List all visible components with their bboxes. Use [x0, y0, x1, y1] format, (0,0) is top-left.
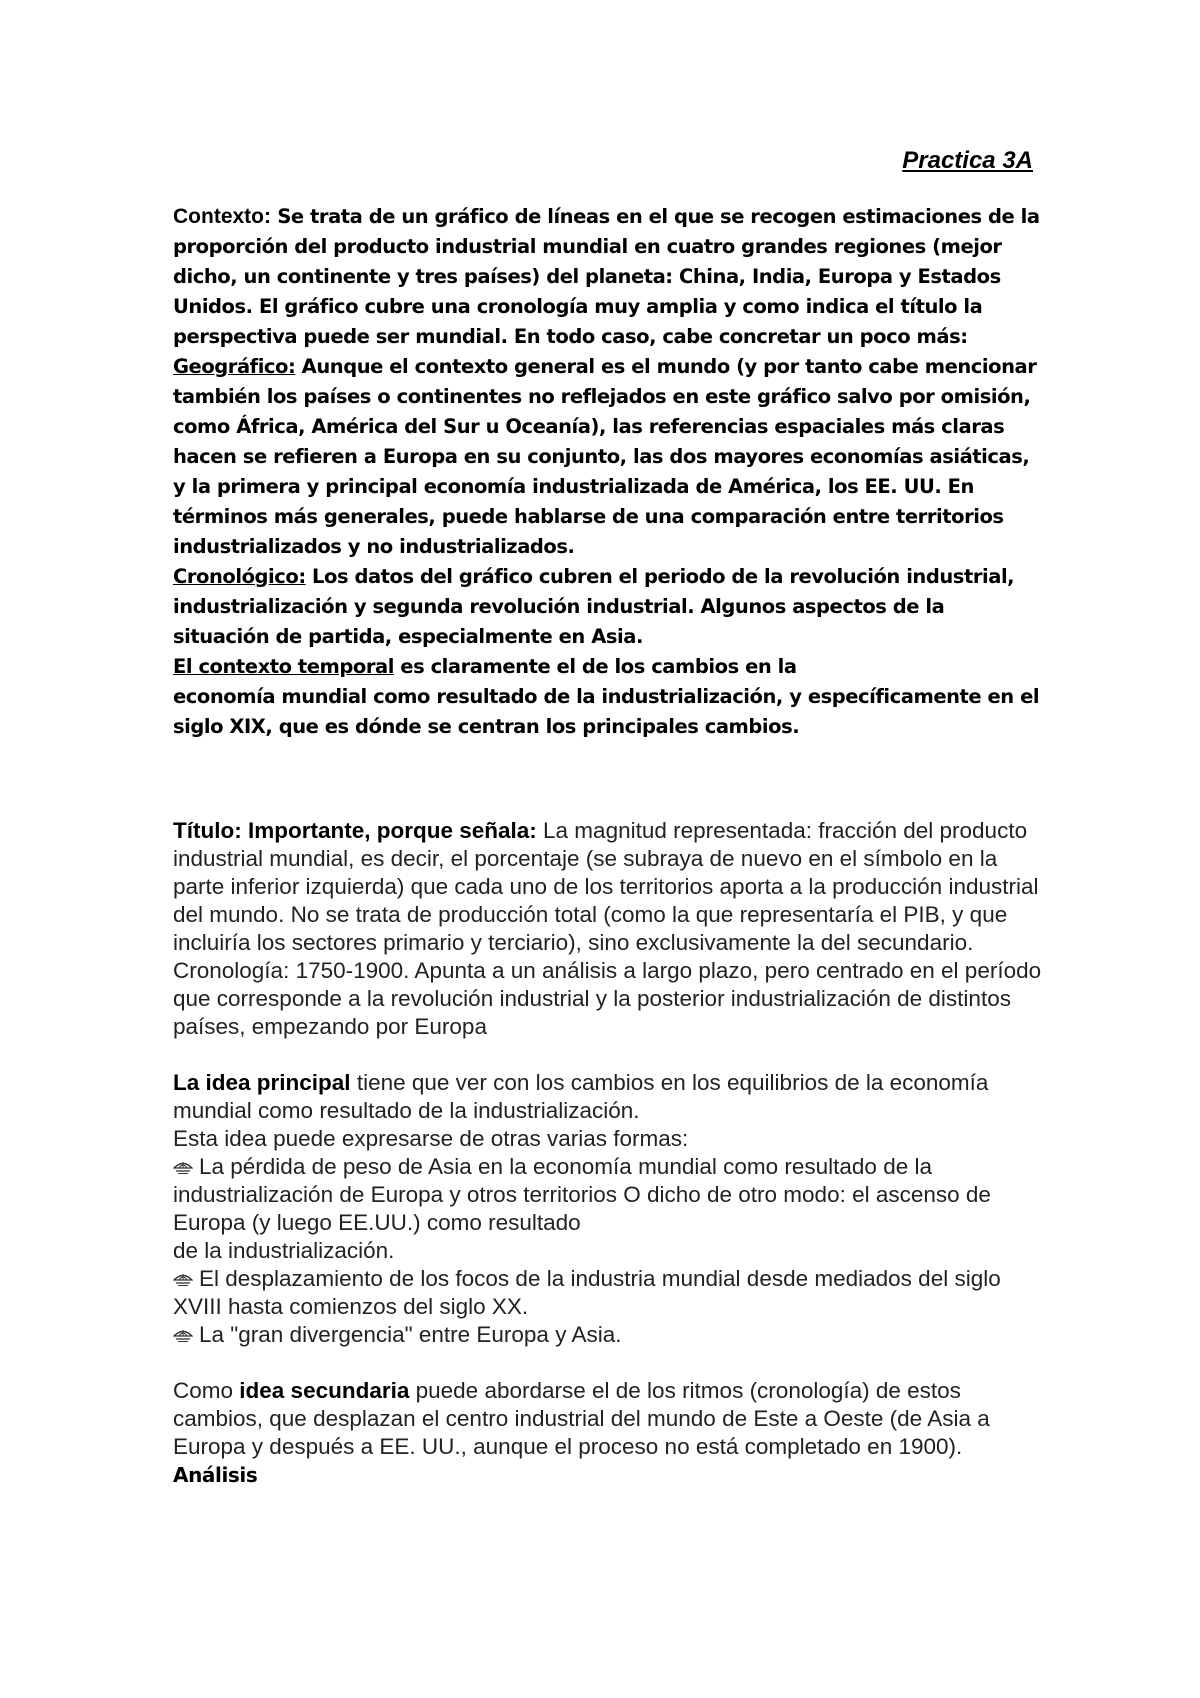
analisis-heading: Análisis — [173, 1463, 258, 1487]
secundaria-text: puede abordarse el de los ritmos (cronología) de estos cambios, que desplazan el centro industrial del mundo de Este a Oeste (de Asia a Europa y después a EE. UU., aunque el proceso no está completado en 1900). — [173, 1378, 990, 1459]
bullet-1-continuation: de la industrialización. — [173, 1238, 395, 1263]
geo-label: Geográfico: — [173, 355, 296, 378]
titulo-text: La magnitud representada: fracción del producto industrial mundial, es decir, el porcentaje (se subraya de nuevo en el símbolo en la parte inferior izquierda) que cada uno de los territorios aporta a la producción industrial del mundo. No se trata de producción total (como la que representaría el PIB, y que incluiría los sectores primario y terciario), sino exclusivamente la del secundario. Cronología: 1750-1900. Apunta a un análisis a largo plazo, pero centrado en el período que corresponde a la revolución industrial y la posterior industrialización de distintos países, empezando por Europa — [173, 818, 1042, 1039]
geo-text: Aunque el contexto general es el mundo (y por tanto cabe mencionar también los países o continentes no reflejados en este gráfico salvo por omisión, como África, América del Sur u Oceanía), las referencias espaciales más claras hacen se refieren a Europa en su conjunto, las dos mayores economías asiáticas, y la primera y principal economía industrializada de América, los EE. UU. En términos más generales, puede hablarse de una comparación entre territorios industrializados y no industrializados. — [173, 355, 1037, 558]
crono-label: Cronológico: — [173, 565, 306, 588]
context-label: Contexto: — [173, 205, 271, 228]
secundaria-paragraph — [173, 1377, 1043, 1461]
bullet-1-text: La pérdida de peso de Asia en la economía mundial como resultado de la industrialización de Europa y otros territorios O dicho de otro modo: el ascenso de Europa (y luego EE.UU.) como resultado — [173, 1154, 991, 1235]
secundaria-pre: Como — [173, 1378, 240, 1403]
context-paragraph — [173, 202, 1043, 352]
crono-paragraph — [173, 562, 1043, 652]
idea-formas: Esta idea puede expresarse de otras varias formas: — [173, 1126, 689, 1151]
bullet-2-text: El desplazamiento de los focos de la industria mundial desde mediados del siglo XVIII hasta comienzos del siglo XX. — [173, 1266, 1001, 1319]
title-row — [173, 147, 1033, 175]
umbrella-bullet-icon — [173, 1271, 193, 1287]
umbrella-bullet-icon — [173, 1159, 193, 1175]
titulo-label: Título: Importante, porque señala: — [173, 818, 537, 843]
titulo-paragraph — [173, 817, 1043, 1041]
context-section — [173, 202, 1043, 742]
context-intro: Se trata de un gráfico de líneas en el que se recogen estimaciones de la proporción del producto industrial mundial en cuatro grandes regiones (mejor dicho, un continente y tres países) del planeta: China, India, Europa y Estados Unidos. El gráfico cubre una cronología muy amplia y como indica el título la perspectiva puede ser mundial. En todo caso, cabe concretar un poco más: — [173, 205, 1040, 348]
document-title: Practica 3A — [902, 147, 1033, 174]
idea-label: La idea principal — [173, 1070, 351, 1095]
temporal-line-2: economía mundial como resultado de la industrialización, y específicamente en el siglo XIX, que es dónde se centran los principales cambios. — [173, 685, 1040, 738]
bullet-2 — [173, 1265, 1043, 1321]
idea-text: tiene que ver con los cambios en los equilibrios de la economía mundial como resultado de la industrialización. — [173, 1070, 989, 1123]
temporal-text-1: es claramente el de los cambios en la — [393, 655, 797, 678]
umbrella-bullet-icon — [173, 1327, 193, 1343]
analysis-section — [173, 817, 1043, 1489]
temporal-label: El contexto temporal — [173, 655, 394, 678]
bullet-3 — [173, 1321, 1043, 1349]
bullet-1 — [173, 1153, 1043, 1237]
idea-paragraph — [173, 1069, 1043, 1125]
spacer — [173, 1349, 1043, 1377]
spacer — [173, 1041, 1043, 1069]
crono-text: Los datos del gráfico cubren el periodo de la revolución industrial, industrialización y segunda revolución industrial. Algunos aspectos de la situación de partida, especialmente en Asia. — [173, 565, 1015, 648]
temporal-line-1 — [173, 652, 1043, 682]
geo-paragraph — [173, 352, 1043, 562]
bullet-3-text: La "gran divergencia" entre Europa y Asia. — [199, 1322, 622, 1347]
secundaria-label: idea secundaria — [239, 1378, 410, 1403]
